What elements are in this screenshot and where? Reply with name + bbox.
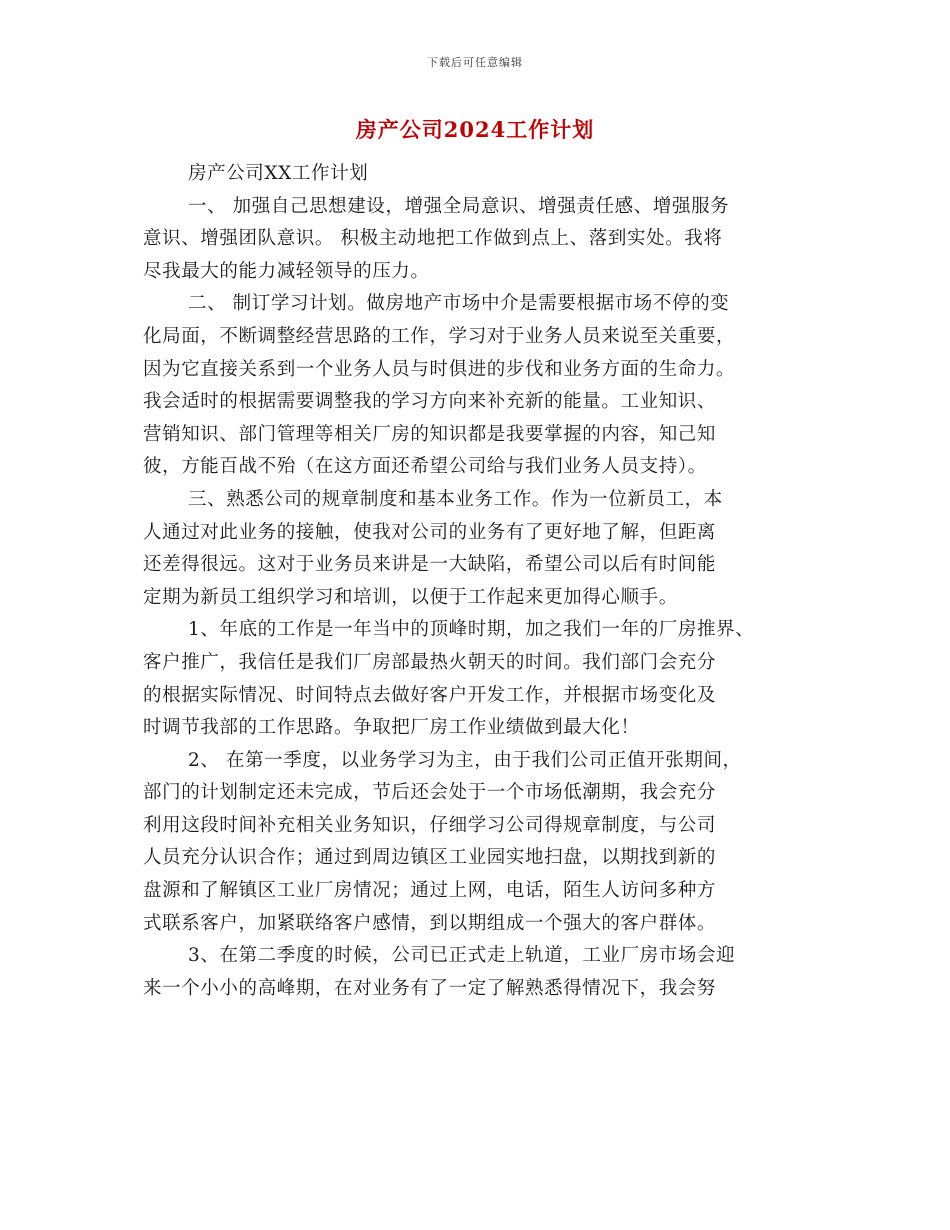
paragraph-line: 尽我最大的能力减轻领导的压力。: [143, 260, 430, 282]
paragraph-line: 房产公司XX工作计划: [188, 163, 369, 184]
paragraph-line: 部门的计划制定还未完成，节后还会处于一个市场低潮期，我会充分: [143, 782, 717, 804]
header-note: 下载后可任意编辑: [427, 56, 523, 69]
paragraph-line: 式联系客户，加紧联络客户感情，到以期组成一个强大的客户群体。: [143, 912, 717, 934]
paragraph: [143, 940, 823, 1005]
paragraph-line: 三、熟悉公司的规章制度和基本业务工作。作为一位新员工，本: [188, 488, 723, 510]
paragraph-line: 二、 制订学习计划。做房地产市场中介是需要根据市场不停的变: [188, 293, 730, 315]
paragraph-line: 来一个小小的高峰期，在对业务有了一定了解熟悉得情况下，我会努: [143, 977, 717, 999]
paragraph-line: 意识、增强团队意识。 积极主动地把工作做到点上、落到实处。我将: [143, 228, 723, 250]
paragraph-line: 人通过对此业务的接触，使我对公司的业务有了更好地了解，但距离: [143, 521, 717, 543]
paragraph: [143, 191, 823, 289]
paragraph: [143, 288, 823, 484]
paragraph-line: 还差得很远。这对于业务员来讲是一大缺陷，希望公司以后有时间能: [143, 554, 717, 576]
paragraph-line: 盘源和了解镇区工业厂房情况；通过上网，电话，陌生人访问多种方: [143, 880, 717, 902]
paragraph-line: 时调节我部的工作思路。争取把厂房工作业绩做到最大化！: [143, 717, 640, 739]
document-body: [143, 158, 823, 1005]
paragraph-line: 客户推广，我信任是我们厂房部最热火朝天的时间。我们部门会充分: [143, 651, 717, 673]
paragraph-line: 定期为新员工组织学习和培训，以便于工作起来更加得心顺手。: [143, 586, 678, 608]
paragraph-line: 彼，方能百战不殆（在这方面还希望公司给与我们业务人员支持）。: [143, 456, 707, 478]
paragraph: [143, 614, 823, 744]
paragraph-line: 营销知识、部门管理等相关厂房的知识都是我要掌握的内容，知己知: [143, 423, 717, 445]
paragraph-line: 化局面，不断调整经营思路的工作，学习对于业务人员来说至关重要，: [143, 325, 736, 347]
paragraph: [143, 484, 823, 614]
document-title: 房产公司2024工作计划: [355, 117, 595, 142]
paragraph-line: 3、在第二季度的时候，公司已正式走上轨道，工业厂房市场会迎: [188, 945, 736, 967]
paragraph: [143, 158, 823, 191]
paragraph-line: 1、年底的工作是一年当中的顶峰时期，加之我们一年的厂房推界、: [188, 619, 755, 641]
paragraph-line: 人员充分认识合作；通过到周边镇区工业园实地扫盘，以期找到新的: [143, 847, 717, 869]
paragraph-line: 一、 加强自己思想建设，增强全局意识、增强责任感、增强服务: [188, 195, 730, 217]
paragraph-line: 利用这段时间补充相关业务知识，仔细学习公司得规章制度，与公司: [143, 814, 717, 836]
paragraph-line: 2、 在第一季度，以业务学习为主，由于我们公司正值开张期间，: [188, 749, 742, 771]
paragraph-line: 我会适时的根据需要调整我的学习方向来补充新的能量。工业知识、: [143, 391, 717, 413]
paragraph-line: 的根据实际情况、时间特点去做好客户开发工作，并根据市场变化及: [143, 684, 717, 706]
paragraph: [143, 745, 823, 941]
paragraph-line: 因为它直接关系到一个业务人员与时俱进的步伐和业务方面的生命力。: [143, 358, 736, 380]
